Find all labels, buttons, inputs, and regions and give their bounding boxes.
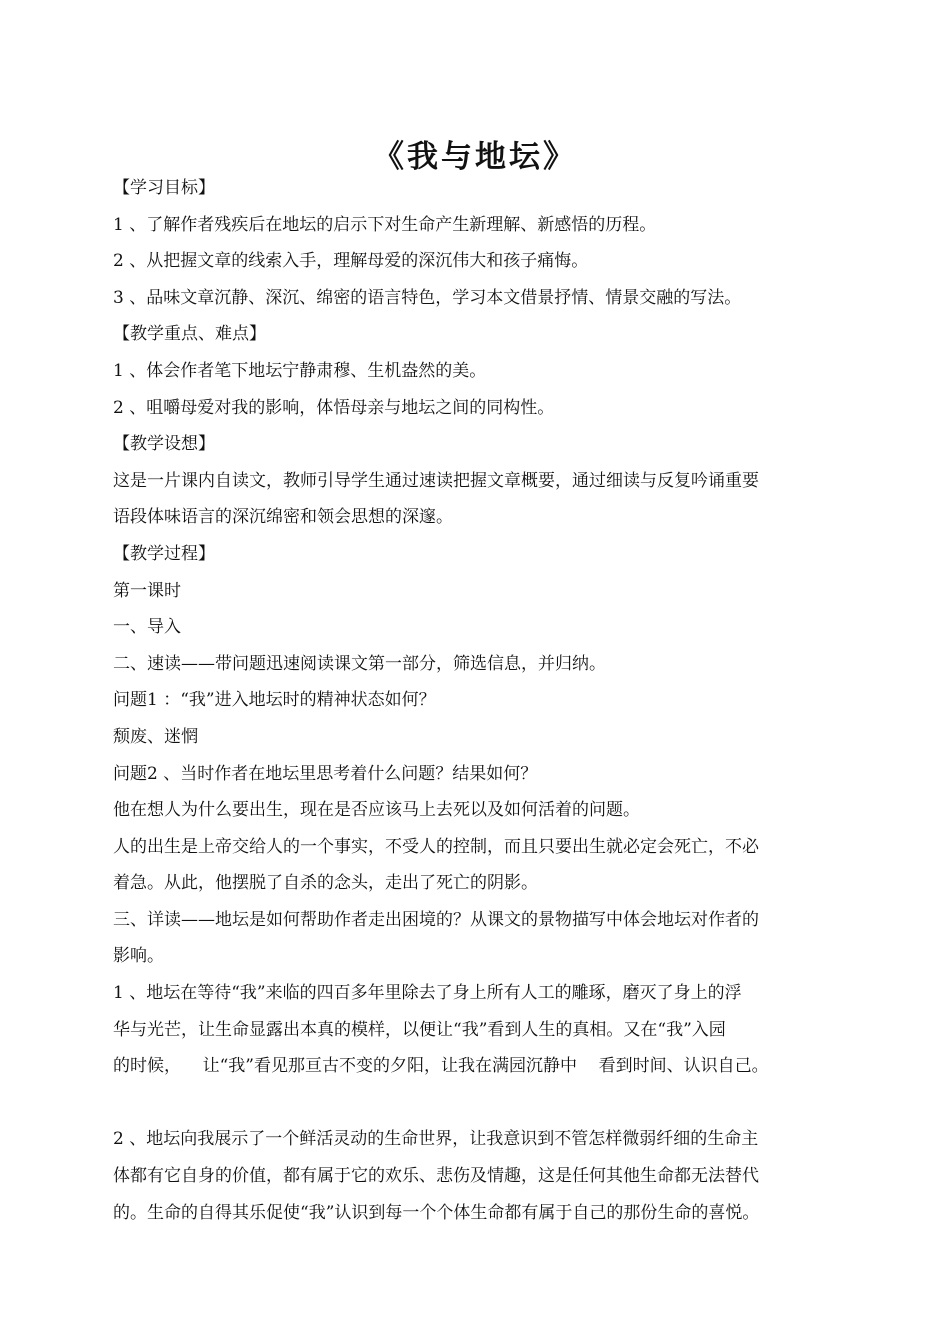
- heading-teaching-plan: 【教学设想】: [113, 434, 215, 455]
- paragraph-line: 体都有它自身的价值，都有属于它的欢乐、悲伤及情趣，这是任何其他生命都无法替代: [113, 1166, 759, 1187]
- paragraph-line: 一、导入: [113, 617, 181, 638]
- document-title: 《我与地坛》: [373, 139, 577, 175]
- paragraph-line: 2 、从把握文章的线索入手，理解母爱的深沉伟大和孩子痛悔。: [113, 251, 589, 272]
- paragraph-line: 的。生命的自得其乐促使“我”认识到每一个个体生命都有属于自己的那份生命的喜悦。: [113, 1202, 760, 1223]
- paragraph-line: 1 、了解作者残疾后在地坛的启示下对生命产生新理解、新感悟的历程。: [113, 214, 657, 235]
- paragraph-line: 影响。: [113, 946, 164, 967]
- paragraph-line: 三、详读——地坛是如何帮助作者走出困境的？从课文的景物描写中体会地坛对作者的: [113, 909, 759, 930]
- question-line: 问题2 、当时作者在地坛里思考着什么问题？结果如何？: [113, 763, 538, 784]
- paragraph-line: 这是一片课内自读文，教师引导学生通过速读把握文章概要，通过细读与反复吟诵重要: [113, 470, 759, 491]
- paragraph-line: 2 、地坛向我展示了一个鲜活灵动的生命世界，让我意识到不管怎样微弱纤细的生命主: [113, 1129, 759, 1150]
- paragraph-line: 第一课时: [113, 580, 181, 601]
- heading-key-points: 【教学重点、难点】: [113, 324, 266, 345]
- paragraph-line: 二、速读——带问题迅速阅读课文第一部分，筛选信息，并归纳。: [113, 653, 606, 674]
- paragraph-line: 华与光芒，让生命显露出本真的模样，以便让“我”看到人生的真相。又在“我”入园: [113, 1019, 726, 1040]
- blank-line: [113, 1085, 853, 1122]
- paragraph-line: 1 、地坛在等待“我”来临的四百多年里除去了身上所有人工的雕琢，磨灭了身上的浮: [113, 983, 742, 1004]
- paragraph-line: 3 、品味文章沉静、深沉、绵密的语言特色，学习本文借景抒情、情景交融的写法。: [113, 287, 742, 308]
- paragraph-line: 2 、咀嚼母爱对我的影响，体悟母亲与地坛之间的同构性。: [113, 397, 555, 418]
- document-body: [113, 170, 853, 1231]
- paragraph-line: 着急。从此，他摆脱了自杀的念头，走出了死亡的阴影。: [113, 873, 538, 894]
- heading-teaching-process: 【教学过程】: [113, 543, 215, 564]
- question-line: 问题1 ：“我”进入地坛时的精神状态如何？: [113, 690, 436, 711]
- answer-line: 他在想人为什么要出生，现在是否应该马上去死以及如何活着的问题。: [113, 800, 640, 821]
- paragraph-line: 1 、体会作者笔下地坛宁静肃穆、生机盎然的美。: [113, 360, 487, 381]
- heading-learning-goals: 【学习目标】: [113, 178, 215, 198]
- paragraph-line: 人的出生是上帝交给人的一个事实，不受人的控制，而且只要出生就必定会死亡，不必: [113, 836, 759, 857]
- paragraph-line: 的时候， 让“我”看见那亘古不变的夕阳，让我在满园沉静中 看到时间、认识自己。: [113, 1056, 769, 1077]
- paragraph-line: 语段体味语言的深沉绵密和领会思想的深邃。: [113, 507, 453, 528]
- answer-line: 颓废、迷惘: [113, 726, 198, 747]
